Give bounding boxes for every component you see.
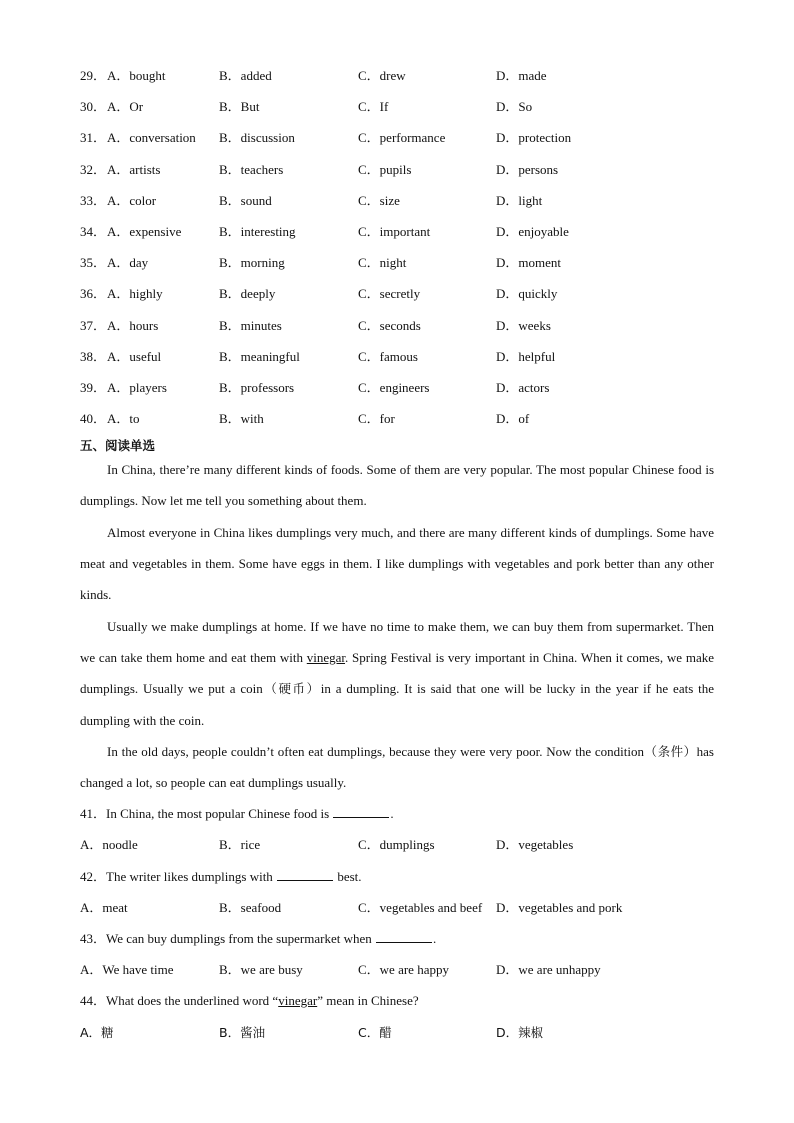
option-d[interactable]: D．enjoyable <box>496 224 569 239</box>
question-41-stem <box>80 804 720 824</box>
option-a[interactable]: A．meat <box>80 900 128 915</box>
option-d[interactable]: D．actors <box>496 380 550 395</box>
option-row <box>80 191 720 211</box>
question-42-options <box>80 898 720 918</box>
option-a[interactable]: A．糖 <box>80 1025 114 1040</box>
option-row <box>80 222 720 242</box>
question-text: ” mean in Chinese? <box>317 993 419 1008</box>
option-row <box>80 66 720 86</box>
option-a[interactable]: A．We have time <box>80 962 174 977</box>
option-b[interactable]: B．meaningful <box>219 348 300 364</box>
option-b[interactable]: B．seafood <box>219 900 282 915</box>
question-number: 32． <box>80 161 107 177</box>
passage-text: in a dumpling. It is said that one will be lucky in the year if he eats the dumpling with the coin. <box>80 681 714 728</box>
underlined-word: vinegar <box>306 650 346 666</box>
option-c[interactable]: C．important <box>358 224 431 239</box>
option-a[interactable]: A．bought <box>107 68 166 83</box>
option-a[interactable]: A．color <box>107 192 157 208</box>
option-c[interactable]: C．dumplings <box>358 837 435 852</box>
passage-text: Almost everyone in China likes dumplings very much, and there are many different kinds of dumplings. Some have meat and vegetables in them. Some have eggs in them. I like dumplings with vegetables and pork better than any other kinds. <box>80 525 714 603</box>
option-c[interactable]: C．If <box>358 99 389 115</box>
option-c[interactable]: C．drew <box>358 68 406 83</box>
option-d[interactable]: D．vegetables and pork <box>496 900 623 915</box>
option-d[interactable]: D．weeks <box>496 317 551 333</box>
question-number: 35． <box>80 255 107 271</box>
option-a[interactable]: A．hours <box>107 317 159 333</box>
question-number: 40． <box>80 411 107 427</box>
option-b[interactable]: B．But <box>219 99 260 115</box>
option-d[interactable]: D．helpful <box>496 348 556 364</box>
option-b[interactable]: B．morning <box>219 255 285 271</box>
question-number: 33． <box>80 192 107 208</box>
option-c[interactable]: C．seconds <box>358 317 421 333</box>
option-d[interactable]: D．moment <box>496 255 561 271</box>
underlined-word: vinegar <box>278 993 318 1008</box>
question-text: 42．The writer likes dumplings with <box>80 869 277 884</box>
option-d[interactable]: D．persons <box>496 161 559 177</box>
option-b[interactable]: B．professors <box>219 380 295 395</box>
passage-paragraph-2 <box>80 517 714 611</box>
answer-blank <box>277 868 333 881</box>
option-d[interactable]: D．of <box>496 411 530 427</box>
option-c[interactable]: C．醋 <box>358 1025 392 1040</box>
option-b[interactable]: B．酱油 <box>219 1025 266 1040</box>
question-42-stem <box>80 867 720 887</box>
option-d[interactable]: D．So <box>496 99 533 115</box>
chinese-gloss: （条件） <box>644 744 697 759</box>
option-c[interactable]: C．pupils <box>358 161 412 177</box>
option-c[interactable]: C．famous <box>358 348 418 364</box>
option-row <box>80 316 720 336</box>
option-row <box>80 97 720 117</box>
option-b[interactable]: B．interesting <box>219 224 296 239</box>
option-b[interactable]: B．minutes <box>219 317 282 333</box>
question-43-stem <box>80 929 720 949</box>
question-number: 37． <box>80 317 107 333</box>
question-text: 41．In China, the most popular Chinese food is <box>80 806 333 821</box>
question-number: 36． <box>80 286 107 302</box>
option-c[interactable]: C．size <box>358 192 400 208</box>
passage-paragraph-3 <box>80 611 714 736</box>
option-c[interactable]: C．vegetables and beef <box>358 900 483 915</box>
option-row <box>80 409 720 429</box>
option-d[interactable]: D．辣椒 <box>496 1025 544 1040</box>
option-d[interactable]: D．light <box>496 192 543 208</box>
passage-text: . Spring Festival is very important in China. When it comes, we make dumplings. Usually we put a coin <box>80 650 714 697</box>
option-a[interactable]: A．expensive <box>107 224 182 239</box>
option-row <box>80 160 720 180</box>
option-d[interactable]: D．protection <box>496 130 572 146</box>
question-number: 31． <box>80 130 107 146</box>
option-row <box>80 253 720 273</box>
passage-text: Usually we make dumplings at home. If we have no time to make them, we can buy them from supermarket. Then we can take them home and eat them with <box>80 619 714 666</box>
question-number: 38． <box>80 348 107 364</box>
option-c[interactable]: C．performance <box>358 130 446 146</box>
option-b[interactable]: B．deeply <box>219 286 276 302</box>
question-number: 30． <box>80 99 107 115</box>
option-a[interactable]: A．conversation <box>107 130 196 146</box>
chinese-gloss: （硬币） <box>262 681 321 697</box>
passage-text: has changed a lot, so people can eat dumplings usually. <box>80 744 714 791</box>
passage-paragraph-4 <box>80 736 714 798</box>
question-text: . <box>433 931 437 946</box>
option-a[interactable]: A．day <box>107 255 149 271</box>
answer-blank <box>333 805 389 818</box>
question-text: 44．What does the underlined word “ <box>80 993 279 1008</box>
option-a[interactable]: A．players <box>107 380 167 395</box>
option-a[interactable]: A．artists <box>107 161 161 177</box>
question-text: best. <box>334 869 362 884</box>
question-text: 43．We can buy dumplings from the supermarket when <box>80 931 375 946</box>
option-b[interactable]: B．sound <box>219 192 272 208</box>
question-44-stem <box>80 991 720 1011</box>
passage-paragraph-1 <box>80 454 714 516</box>
option-row <box>80 128 720 148</box>
option-c[interactable]: C．engineers <box>358 380 430 395</box>
passage-text: In China, there’re many different kinds of foods. Some of them are very popular. The most popular Chinese food is dumplings. Now let me tell you something about them. <box>80 462 714 509</box>
option-b[interactable]: B．we are busy <box>219 962 303 977</box>
option-c[interactable]: C．secretly <box>358 286 421 302</box>
option-b[interactable]: B．discussion <box>219 130 295 146</box>
section-title: 五、阅读单选 <box>80 438 156 453</box>
option-d[interactable]: D．made <box>496 68 547 83</box>
option-a[interactable]: A．Or <box>107 99 144 115</box>
option-b[interactable]: B．added <box>219 68 272 83</box>
question-number: 29． <box>80 68 107 83</box>
option-a[interactable]: A．to <box>107 411 140 427</box>
question-number: 34． <box>80 224 107 239</box>
option-c[interactable]: C．night <box>358 255 407 271</box>
question-44-options <box>80 1023 720 1043</box>
question-43-options <box>80 960 720 980</box>
option-b[interactable]: B．with <box>219 411 264 427</box>
option-a[interactable]: A．noodle <box>80 837 138 852</box>
option-row <box>80 347 720 367</box>
answer-blank <box>376 930 432 943</box>
question-41-options <box>80 835 720 855</box>
option-a[interactable]: A．highly <box>107 286 163 302</box>
question-text: . <box>390 806 394 821</box>
option-d[interactable]: D．vegetables <box>496 837 574 852</box>
option-c[interactable]: C．for <box>358 411 395 427</box>
option-d[interactable]: D．we are unhappy <box>496 962 601 977</box>
question-number: 39． <box>80 380 107 395</box>
option-row <box>80 378 720 398</box>
option-a[interactable]: A．useful <box>107 348 162 364</box>
passage-text: In the old days, people couldn’t often eat dumplings, because they were very poor. Now the condition <box>107 744 645 759</box>
option-b[interactable]: B．teachers <box>219 161 284 177</box>
option-c[interactable]: C．we are happy <box>358 962 449 977</box>
option-b[interactable]: B．rice <box>219 837 261 852</box>
option-d[interactable]: D．quickly <box>496 286 558 302</box>
option-row <box>80 284 720 304</box>
